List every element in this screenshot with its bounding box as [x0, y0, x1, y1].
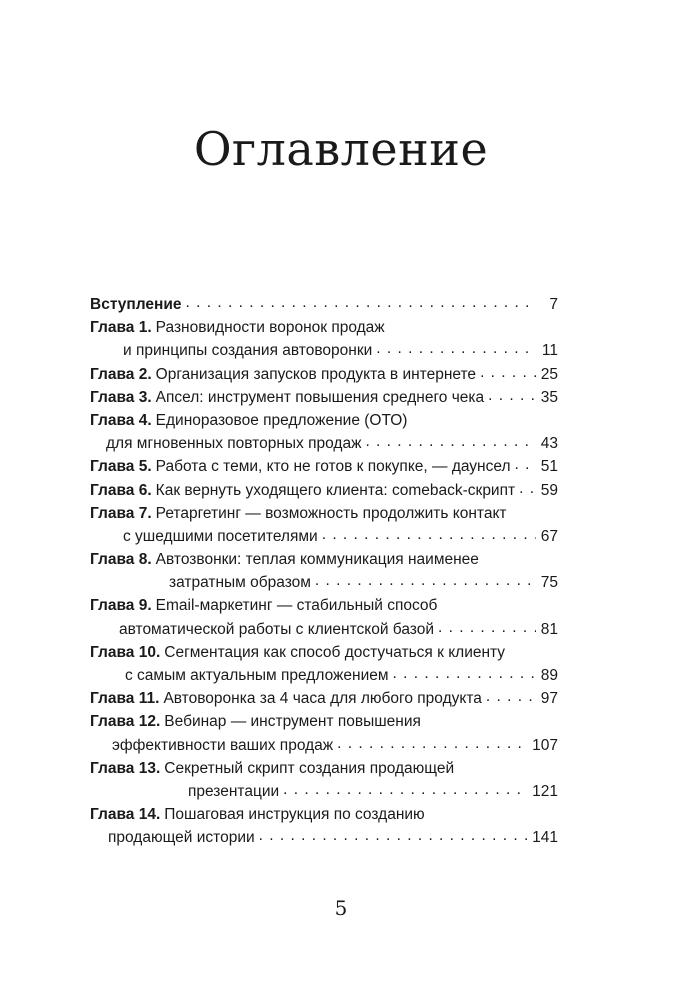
toc-title: Апсел: инструмент повышения среднего чека [155, 388, 485, 406]
leader-dots [393, 662, 537, 685]
toc-page-number: 89 [540, 667, 558, 684]
toc-label: Глава 5. [90, 458, 152, 476]
toc-entry-ch8[interactable] [90, 548, 558, 571]
table-of-contents [90, 293, 558, 850]
toc-label: Глава 13. [90, 759, 161, 777]
toc-entry-ch12-cont[interactable] [90, 734, 558, 757]
toc-label: Глава 3. [90, 388, 152, 406]
leader-dots [519, 477, 536, 500]
leader-dots [315, 569, 536, 592]
toc-label: Глава 1. [90, 319, 152, 337]
leader-dots [438, 616, 536, 639]
toc-title: Сегментация как способ достучаться к клиенту [164, 643, 506, 661]
toc-label: Глава 4. [90, 411, 152, 429]
toc-entry-ch2[interactable] [90, 363, 558, 386]
toc-label: Глава 11. [90, 690, 160, 708]
toc-page-number: 141 [532, 829, 558, 847]
toc-label: Глава 8. [90, 551, 152, 569]
toc-title-cont: презентации [188, 782, 280, 800]
toc-title-cont: продающей истории [108, 829, 255, 847]
toc-entry-ch4[interactable] [90, 409, 558, 432]
toc-title: Автозвонки: теплая коммуникация наименее [155, 551, 479, 569]
toc-entry-ch8-cont[interactable] [90, 571, 558, 594]
toc-entry-ch1[interactable] [90, 316, 558, 339]
toc-label: Вступление [90, 296, 182, 313]
toc-title: Автоворонка за 4 часа для любого продукта [163, 690, 482, 708]
toc-page-number: 67 [540, 527, 558, 545]
toc-title: Работа с теми, кто не готов к покупке, — даунсел [155, 458, 511, 476]
leader-dots [259, 824, 528, 847]
toc-page-number: 107 [532, 736, 558, 754]
toc-page-number: 97 [540, 690, 558, 708]
leader-dots [486, 685, 536, 708]
toc-page-number: 75 [540, 574, 558, 592]
toc-title-cont: с самым актуальным предложением [125, 667, 389, 684]
toc-title-cont: эффективности ваших продаж [112, 736, 334, 754]
leader-dots [376, 337, 536, 360]
leader-dots [488, 384, 536, 407]
leader-dots [322, 523, 536, 546]
toc-page-number: 51 [540, 458, 558, 476]
toc-title-cont: с ушедшими посетителями [123, 527, 318, 545]
toc-title: Секретный скрипт создания продающей [164, 759, 455, 777]
toc-title-cont: автоматической работы с клиентской базой [119, 620, 434, 638]
toc-title: Организация запусков продукта в интернете [155, 365, 477, 383]
toc-entry-ch7[interactable] [90, 502, 558, 525]
toc-title: Email-маркетинг — стабильный способ [155, 597, 438, 615]
leader-dots [337, 732, 528, 755]
toc-label: Глава 7. [90, 504, 152, 522]
toc-entry-ch13-cont[interactable] [90, 780, 558, 803]
toc-entry-ch14-cont[interactable] [90, 826, 558, 849]
toc-page-number: 121 [532, 782, 558, 800]
toc-entry-ch11[interactable] [90, 687, 558, 710]
toc-page-number: 25 [540, 365, 558, 383]
toc-entry-ch1-cont[interactable] [90, 339, 558, 362]
toc-label: Глава 12. [90, 713, 161, 731]
toc-entry-ch10[interactable] [90, 641, 558, 664]
toc-page-number: 11 [541, 342, 558, 360]
page-title: Оглавление [193, 122, 489, 176]
toc-entry-ch13[interactable] [90, 757, 558, 780]
toc-page-number: 7 [549, 296, 558, 313]
toc-entry-ch9[interactable] [90, 594, 558, 617]
toc-entry-ch3[interactable] [90, 386, 558, 409]
toc-entry-ch4-cont[interactable] [90, 432, 558, 455]
leader-dots [480, 361, 536, 384]
toc-entry-ch12[interactable] [90, 710, 558, 733]
toc-title-cont: затратным образом [169, 574, 311, 592]
leader-dots [186, 291, 536, 314]
toc-page-number: 43 [540, 435, 558, 453]
toc-title: Пошаговая инструкция по созданию [164, 806, 425, 824]
toc-entry-ch7-cont[interactable] [90, 525, 558, 548]
toc-entry-ch10-cont[interactable] [90, 664, 558, 687]
toc-title: Ретаргетинг — возможность продолжить контакт [155, 504, 507, 522]
toc-title: Единоразовое предложение (ОТО) [155, 411, 408, 429]
toc-entry-intro[interactable] [90, 293, 558, 316]
toc-page-number: 35 [540, 388, 558, 406]
toc-entry-ch9-cont[interactable] [90, 618, 558, 641]
toc-entry-ch14[interactable] [90, 803, 558, 826]
toc-label: Глава 6. [90, 481, 152, 499]
page-number: 5 [334, 896, 348, 920]
toc-entry-ch6[interactable] [90, 479, 558, 502]
toc-page-number: 59 [540, 481, 558, 499]
leader-dots [283, 778, 528, 801]
toc-label: Глава 10. [90, 643, 161, 661]
toc-title: Вебинар — инструмент повышения [164, 713, 421, 731]
toc-entry-ch5[interactable] [90, 455, 558, 478]
toc-title-cont: и принципы создания автоворонки [123, 342, 373, 360]
toc-page-number: 81 [540, 620, 558, 638]
leader-dots [515, 453, 536, 476]
toc-title: Как вернуть уходящего клиента: comeback-скрипт [155, 481, 516, 499]
toc-title-cont: для мгновенных повторных продаж [106, 435, 362, 453]
toc-label: Глава 14. [90, 806, 161, 824]
toc-label: Глава 2. [90, 365, 152, 383]
toc-label: Глава 9. [90, 597, 152, 615]
leader-dots [365, 430, 536, 453]
toc-title: Разновидности воронок продаж [155, 319, 385, 337]
